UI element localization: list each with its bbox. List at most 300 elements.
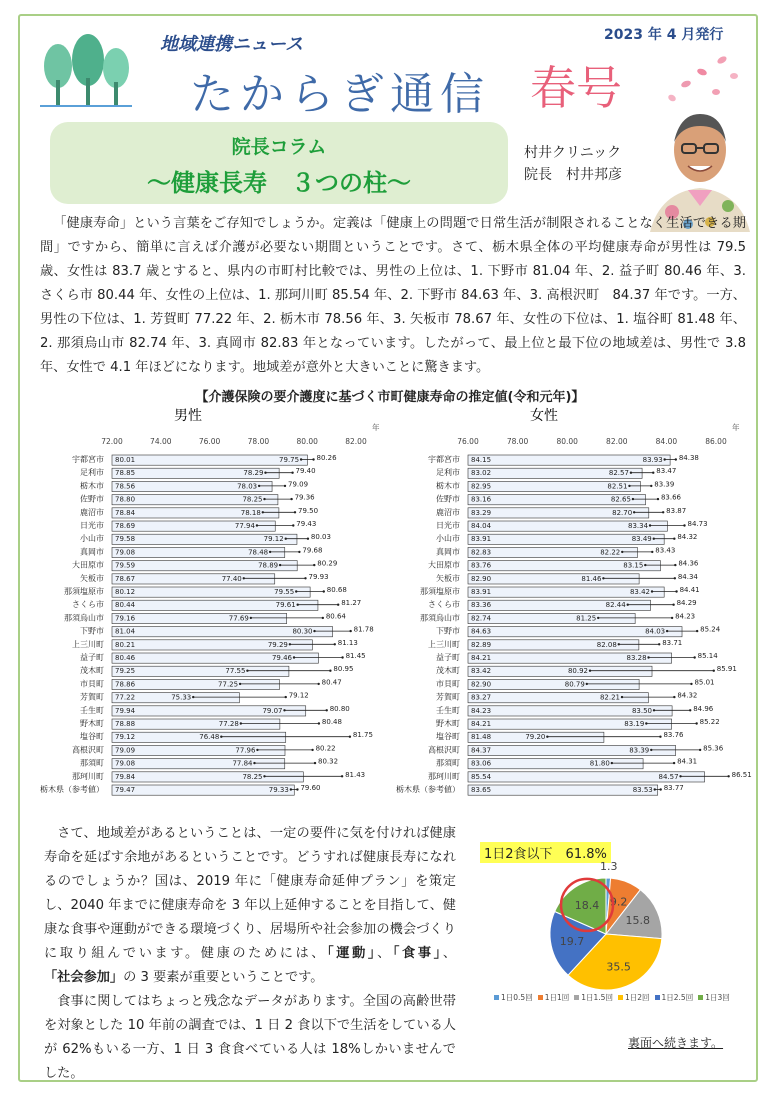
male-lower-point-23: [253, 762, 255, 764]
female-lower-label-5: 83.34: [627, 522, 649, 530]
female-value-label-10: 83.91: [471, 588, 492, 596]
separator-2: 、: [442, 946, 456, 961]
male-lower-label-12: 77.69: [228, 614, 249, 623]
female-lower-label-9: 81.46: [581, 574, 602, 583]
female-lower-point-12: [597, 617, 599, 619]
pie-label-3: 35.5: [606, 960, 631, 974]
female-category-1: 足利市: [436, 468, 460, 478]
female-lower-label-2: 82.51: [607, 482, 628, 491]
female-upper-point-11: [672, 604, 674, 606]
female-bar-17: [468, 679, 639, 689]
male-lower-label-7: 78.48: [248, 548, 269, 557]
male-value-label-2: 78.56: [115, 482, 136, 491]
male-value-label-24: 79.84: [115, 772, 136, 781]
column-banner: [50, 122, 508, 204]
female-value-label-2: 82.95: [471, 482, 492, 491]
male-value-label-14: 80.21: [115, 640, 136, 649]
male-lower-point-9: [243, 577, 245, 579]
male-upper-point-21: [349, 736, 351, 738]
male-upper-label-21: 81.75: [352, 731, 373, 740]
male-tick-1: 74.00: [150, 437, 172, 446]
male-bar-16: [112, 666, 289, 676]
male-upper-label-24: 81.43: [345, 770, 366, 779]
female-lower-point-14: [618, 643, 620, 645]
female-lower-label-22: 83.39: [629, 746, 650, 755]
male-lower-point-1: [264, 472, 266, 474]
male-upper-point-22: [311, 749, 313, 751]
male-lower-point-7: [269, 551, 271, 553]
male-lower-label-24: 78.25: [242, 772, 263, 781]
column-title: ～健康長寿 ３つの柱～: [147, 169, 411, 197]
male-upper-point-12: [322, 617, 324, 619]
female-category-8: 大田原市: [428, 560, 460, 570]
female-tick-1: 78.00: [506, 437, 529, 446]
female-upper-point-19: [689, 709, 691, 711]
male-lower-label-18: 75.33: [171, 693, 192, 702]
male-upper-point-14: [334, 643, 336, 645]
male-tick-0: 72.00: [101, 437, 123, 446]
male-tick-5: 82.00: [345, 437, 367, 446]
chart-heading: 【介護保険の要介護度に基づく市町健康寿命の推定値(令和元年)】: [195, 390, 585, 405]
series-name: 地域連携ニュース: [160, 34, 304, 55]
male-category-24: 那珂川町: [72, 771, 104, 781]
male-lower-point-11: [296, 604, 298, 606]
male-category-9: 矢板市: [80, 573, 104, 583]
female-bar-0: [468, 455, 670, 465]
female-upper-label-8: 84.36: [678, 559, 699, 568]
male-upper-point-0: [312, 458, 314, 460]
female-upper-label-4: 83.87: [666, 506, 687, 515]
male-bar-17: [112, 679, 279, 689]
male-value-label-10: 80.12: [115, 588, 136, 596]
female-upper-point-2: [650, 485, 652, 487]
male-upper-label-3: 79.36: [294, 493, 315, 502]
legend-label-5: 1日3回: [705, 993, 730, 1002]
female-category-13: 下野市: [436, 626, 460, 636]
female-value-label-9: 82.90: [471, 574, 492, 583]
female-category-16: 茂木町: [436, 666, 460, 676]
female-category-20: 野木町: [436, 719, 460, 728]
male-upper-point-20: [318, 722, 320, 724]
female-lower-point-20: [645, 722, 647, 724]
female-upper-point-22: [699, 749, 701, 751]
female-chart: [396, 404, 752, 816]
keyword-exercise: 「運動」: [327, 946, 378, 961]
male-lower-label-14: 79.29: [267, 640, 288, 649]
female-upper-point-3: [657, 498, 659, 500]
female-lower-label-19: 83.50: [631, 706, 652, 715]
newsletter-title: たからぎ通信: [190, 69, 490, 120]
female-upper-label-6: 84.32: [677, 533, 698, 542]
female-upper-point-14: [658, 643, 660, 645]
issue-date: 2023 年 4 月発行: [604, 27, 724, 43]
female-lower-label-8: 83.15: [623, 561, 644, 570]
clinic-name: 村井クリニック: [524, 145, 622, 161]
female-bar-16: [468, 666, 652, 676]
male-category-20: 野木町: [80, 719, 104, 728]
female-upper-label-23: 84.31: [677, 757, 698, 766]
male-value-label-6: 79.58: [115, 535, 136, 544]
male-lower-point-10: [295, 590, 297, 592]
female-lower-point-22: [650, 749, 652, 751]
body-paragraph-2: 食事に関してはちょっと残念なデータがあります。全国の高齢世帯を対象とした 10 年前の調査では、1 日 2 食以下で生活をしている人が 62%もいる一方、1 日 3 食食べている人は 18%しかいませんでした。: [44, 994, 456, 1081]
male-lower-point-21: [220, 736, 222, 738]
female-value-label-24: 85.54: [471, 772, 492, 781]
male-value-label-15: 80.46: [115, 654, 136, 662]
female-value-label-16: 83.42: [471, 667, 492, 676]
female-category-10: 那須塩原市: [420, 587, 460, 596]
female-lower-point-6: [653, 538, 655, 540]
female-category-2: 栃木市: [436, 481, 460, 491]
male-upper-label-25: 79.60: [300, 784, 321, 792]
female-upper-point-18: [673, 696, 675, 698]
male-category-5: 日光市: [80, 521, 104, 530]
female-value-label-12: 82.74: [471, 614, 492, 623]
female-value-label-14: 82.89: [471, 640, 492, 649]
male-lower-label-2: 78.03: [237, 482, 258, 491]
female-lower-point-21: [546, 736, 548, 738]
female-upper-label-16: 85.91: [716, 665, 737, 674]
pie-legend-item-3: [618, 993, 650, 1002]
legend-swatch-0: [494, 995, 499, 1000]
female-lower-label-24: 84.57: [658, 772, 679, 781]
male-lower-label-3: 78.25: [242, 495, 263, 504]
female-category-15: 益子町: [436, 653, 460, 662]
female-value-label-11: 83.36: [471, 601, 492, 610]
male-lower-label-1: 78.29: [243, 469, 264, 478]
male-value-label-20: 78.88: [115, 720, 136, 728]
female-value-label-15: 84.21: [471, 654, 492, 662]
male-upper-label-11: 81.27: [341, 599, 362, 608]
female-category-19: 壬生町: [436, 705, 460, 715]
male-upper-point-13: [349, 630, 351, 632]
female-value-label-1: 83.02: [471, 469, 492, 478]
male-upper-label-5: 79.43: [296, 520, 317, 528]
female-upper-label-12: 84.23: [675, 612, 696, 621]
female-lower-label-18: 82.21: [599, 693, 621, 702]
female-value-label-19: 84.23: [471, 706, 492, 715]
male-lower-label-4: 78.18: [240, 508, 261, 517]
female-lower-label-1: 82.57: [608, 469, 629, 478]
female-upper-point-15: [693, 656, 695, 658]
male-upper-label-0: 80.26: [316, 454, 337, 462]
male-unit-label: 年: [372, 423, 380, 432]
male-lower-label-8: 78.89: [258, 561, 279, 570]
male-lower-point-22: [256, 749, 258, 751]
male-value-label-13: 81.04: [115, 627, 136, 636]
female-lower-label-11: 82.44: [605, 601, 626, 610]
female-tick-0: 76.00: [457, 437, 479, 446]
male-lower-point-17: [239, 683, 241, 685]
male-value-label-22: 79.09: [115, 746, 136, 755]
female-lower-point-8: [644, 564, 646, 566]
female-upper-point-1: [652, 472, 654, 474]
female-upper-label-10: 84.41: [679, 586, 700, 594]
female-lower-label-12: 81.25: [576, 614, 597, 623]
male-lower-point-15: [293, 656, 295, 658]
pie-legend-item-4: [655, 993, 694, 1002]
female-upper-label-25: 83.77: [663, 784, 684, 792]
male-upper-point-7: [298, 551, 300, 553]
male-upper-point-24: [341, 775, 343, 777]
male-value-label-16: 79.25: [115, 667, 136, 676]
female-bar-25: [468, 785, 658, 795]
female-category-9: 矢板市: [436, 573, 460, 583]
male-chart-title: 男性: [174, 408, 202, 424]
male-lower-label-16: 77.55: [225, 667, 246, 676]
male-lower-label-6: 79.12: [263, 535, 284, 544]
female-upper-point-23: [673, 762, 675, 764]
female-lower-point-10: [651, 590, 653, 592]
female-value-label-0: 84.15: [471, 456, 492, 464]
male-upper-point-8: [313, 564, 315, 566]
male-value-label-1: 78.85: [115, 469, 136, 478]
male-category-12: 那須烏山市: [64, 613, 104, 623]
body-text-1a: さて、地域差があるということは、一定の要件に気を付ければ健康寿命を延ばす余地があるということです。どうすれば健康長寿になれるのでしょうか？国は、2019 年に「健康寿命延伸プラン」を策定し、2040 年までに健康寿命を 3 年以上延伸することを目指して、健康な食事や運動ができる環境づくり、居場所や社会参加の機会づくりに取り組んでいます。健康のためには、: [44, 826, 456, 961]
male-value-label-5: 78.69: [115, 522, 136, 530]
female-upper-label-7: 83.43: [655, 546, 676, 555]
legend-swatch-2: [574, 995, 579, 1000]
male-upper-label-13: 81.78: [353, 625, 374, 634]
legend-label-4: 1日2.5回: [661, 993, 694, 1002]
male-upper-point-5: [292, 524, 294, 526]
male-category-6: 小山市: [80, 534, 104, 544]
male-upper-point-9: [304, 577, 306, 579]
female-upper-point-8: [674, 564, 676, 566]
male-upper-point-25: [296, 788, 298, 790]
male-lower-point-18: [192, 696, 194, 698]
male-value-label-12: 79.16: [115, 614, 136, 623]
female-value-label-25: 83.65: [471, 786, 492, 794]
petals-decoration: [652, 50, 752, 110]
female-upper-point-12: [671, 617, 673, 619]
tree-icon: [36, 30, 136, 110]
male-category-2: 栃木市: [80, 481, 104, 491]
keyword-social: 「社会参加」: [44, 970, 124, 985]
female-category-21: 塩谷町: [436, 732, 460, 742]
female-upper-label-0: 84.38: [678, 454, 699, 462]
male-bar-25: [112, 785, 294, 795]
male-bar-24: [112, 772, 303, 782]
male-upper-label-17: 80.47: [321, 678, 342, 687]
female-upper-label-21: 83.76: [663, 731, 684, 740]
legend-swatch-5: [698, 995, 703, 1000]
female-lower-label-25: 83.53: [632, 786, 653, 794]
male-upper-point-19: [326, 709, 328, 711]
female-value-label-22: 84.37: [471, 746, 492, 755]
male-value-label-25: 79.47: [115, 786, 136, 794]
female-tick-5: 86.00: [705, 437, 727, 446]
male-category-23: 那須町: [80, 758, 104, 768]
male-lower-label-21: 76.48: [199, 733, 220, 742]
female-upper-point-24: [727, 775, 729, 777]
female-lower-label-0: 83.93: [642, 456, 663, 464]
male-category-0: 宇都宮市: [72, 455, 104, 464]
male-value-label-17: 78.86: [115, 680, 136, 689]
female-category-3: 佐野市: [436, 494, 460, 504]
male-lower-label-11: 79.61: [275, 601, 296, 610]
female-lower-point-13: [666, 630, 668, 632]
body-text-1b: の 3 要素が重要ということです。: [123, 970, 324, 985]
male-value-label-8: 79.59: [115, 561, 136, 570]
female-lower-point-5: [649, 524, 651, 526]
pie-legend-item-2: [574, 993, 613, 1002]
intro-paragraph: 「健康寿命」という言葉をご存知でしょうか。定義は「健康上の問題で日常生活が制限されることなく生活できる期間」ですから、簡単に言えば介護が必要ない期間ということです。さて、栃木県全体の平均健康寿命が男性は 79.5 歳、女性は 83.7 歳とすると、県内の市町村比較では、男性の上位は、1. 下野市 81.04 年、2. 益子町 80.46 年、3. さくら市 80.44 年、女性の上位は、1. 那珂川町 85.54 年、2. 下野市 84.63 年、3. 高根沢町 84.37 年です。一方、男性の下位は、1. 芳賀町 77.22 年、2. 栃木市 78.56 年、3. 矢板市 78.67 年、女性の下位は、1. 塩谷町 81.48 年、2. 那須烏山市 82.74 年、3. 真岡市 82.83 年となっています。したがって、最上位と最下位の地域差は、男性で 3.8 年、女性で 4.1 年ほどになります。地域差が意外と大きいことに驚きます。: [40, 216, 746, 375]
female-lower-point-25: [654, 788, 656, 790]
tree-logo: [36, 30, 136, 110]
female-upper-label-2: 83.39: [654, 480, 675, 489]
male-lower-label-9: 77.40: [221, 574, 242, 583]
male-upper-label-22: 80.22: [315, 744, 336, 753]
female-upper-label-1: 83.47: [656, 467, 677, 476]
male-lower-point-14: [289, 643, 291, 645]
female-category-7: 真岡市: [436, 547, 460, 557]
female-upper-label-3: 83.66: [660, 493, 682, 502]
male-category-18: 芳賀町: [80, 692, 104, 702]
male-value-label-9: 78.67: [115, 574, 136, 583]
male-upper-label-10: 80.68: [326, 586, 347, 594]
female-tick-3: 82.00: [606, 437, 628, 446]
male-upper-label-20: 80.48: [321, 718, 342, 726]
female-value-label-17: 82.90: [471, 680, 492, 689]
male-category-10: 那須塩原市: [64, 587, 104, 596]
male-value-label-11: 80.44: [115, 601, 136, 610]
male-upper-point-6: [307, 538, 309, 540]
female-lower-point-2: [628, 485, 630, 487]
female-lower-label-17: 80.79: [564, 680, 585, 689]
female-lower-label-3: 82.65: [610, 495, 631, 504]
pie-label-4: 19.7: [559, 935, 585, 949]
male-lower-label-10: 79.55: [274, 588, 295, 596]
female-upper-label-20: 85.22: [699, 718, 720, 726]
legend-label-2: 1日1.5回: [581, 993, 613, 1002]
female-lower-point-16: [589, 670, 591, 672]
female-value-label-5: 84.04: [471, 522, 492, 530]
male-upper-label-1: 79.40: [295, 467, 316, 476]
female-upper-point-17: [690, 683, 692, 685]
female-upper-label-14: 83.71: [662, 638, 683, 647]
edition-title: 春号: [530, 61, 622, 115]
male-lower-point-3: [263, 498, 265, 500]
male-value-label-0: 80.01: [115, 456, 136, 464]
male-category-14: 上三川町: [72, 639, 104, 649]
female-lower-point-9: [602, 577, 604, 579]
male-lower-label-17: 77.25: [218, 680, 239, 689]
pie-legend-item-5: [698, 993, 730, 1002]
legend-swatch-3: [618, 995, 623, 1000]
male-upper-point-23: [314, 762, 316, 764]
female-lower-point-4: [633, 511, 635, 513]
pie-legend: [494, 992, 735, 1003]
male-upper-label-9: 79.93: [308, 572, 329, 581]
male-bar-9: [112, 574, 275, 584]
female-lower-label-21: 79.20: [525, 733, 546, 742]
female-value-label-4: 83.29: [471, 508, 492, 517]
female-upper-point-0: [675, 458, 677, 460]
female-category-5: 日光市: [436, 521, 460, 530]
male-value-label-21: 79.12: [115, 733, 136, 742]
male-upper-point-16: [329, 670, 331, 672]
female-lower-point-17: [586, 683, 588, 685]
male-lower-point-4: [262, 511, 264, 513]
female-lower-label-10: 83.42: [629, 588, 651, 596]
male-category-15: 益子町: [80, 653, 104, 662]
continued-note: 裏面へ続きます。: [628, 1036, 724, 1050]
female-upper-label-18: 84.32: [677, 691, 698, 700]
female-upper-point-7: [651, 551, 653, 553]
male-upper-point-2: [284, 485, 286, 487]
pie-label-5: 18.4: [574, 898, 600, 912]
male-tick-2: 76.00: [198, 437, 221, 446]
female-upper-point-20: [695, 722, 697, 724]
separator-1: 、: [377, 946, 393, 961]
male-lower-point-20: [240, 722, 242, 724]
male-lower-label-15: 79.46: [271, 654, 293, 662]
male-upper-label-6: 80.03: [310, 533, 331, 542]
female-category-14: 上三川町: [428, 639, 460, 649]
female-lower-label-6: 83.49: [631, 535, 652, 544]
male-category-19: 壬生町: [80, 705, 104, 715]
male-upper-label-7: 79.68: [302, 546, 323, 555]
column-label: 院長コラム: [231, 136, 327, 158]
pie-legend-item-0: [494, 993, 533, 1002]
male-value-label-23: 79.08: [115, 759, 136, 768]
male-bar-23: [112, 759, 285, 769]
author-block: [524, 142, 622, 186]
female-lower-point-0: [663, 458, 665, 460]
female-lower-label-16: 80.92: [567, 667, 589, 676]
female-upper-point-10: [675, 590, 677, 592]
male-lower-label-5: 77.94: [234, 522, 255, 530]
male-category-16: 茂木町: [80, 666, 104, 676]
pie-legend-item-1: [538, 993, 570, 1002]
legend-label-0: 1日0.5回: [501, 993, 533, 1002]
female-lower-label-15: 83.28: [626, 654, 647, 662]
male-lower-point-16: [246, 670, 248, 672]
female-lower-label-14: 82.08: [596, 640, 617, 649]
female-category-12: 那須烏山市: [420, 613, 460, 623]
female-lower-point-3: [632, 498, 634, 500]
female-upper-label-13: 85.24: [700, 625, 721, 634]
male-lower-point-13: [313, 630, 315, 632]
female-bar-23: [468, 759, 643, 769]
male-upper-label-12: 80.64: [325, 612, 346, 621]
male-bar-22: [112, 745, 285, 755]
male-value-label-19: 79.94: [115, 706, 136, 715]
male-value-label-7: 79.08: [115, 548, 136, 557]
author-name: 院長 村井邦彦: [524, 167, 622, 183]
male-tick-4: 80.00: [296, 437, 318, 446]
male-value-label-3: 78.80: [115, 495, 136, 504]
male-tick-3: 78.00: [247, 437, 270, 446]
male-lower-label-22: 77.96: [235, 746, 256, 755]
male-bar-20: [112, 719, 280, 729]
female-lower-point-7: [621, 551, 623, 553]
female-category-0: 宇都宮市: [428, 455, 460, 464]
female-value-label-18: 83.27: [471, 693, 492, 702]
female-lower-label-13: 84.03: [645, 627, 666, 636]
female-category-18: 芳賀町: [436, 692, 460, 702]
male-category-3: 佐野市: [80, 494, 104, 504]
male-category-8: 大田原市: [72, 560, 104, 570]
female-upper-label-11: 84.29: [676, 599, 697, 608]
pie-annotation: 1日2食以下 61.8%: [480, 842, 611, 863]
female-bar-9: [468, 574, 639, 584]
pie-label-2: 15.8: [625, 914, 651, 928]
female-value-label-3: 83.16: [471, 495, 492, 504]
female-upper-label-17: 85.01: [694, 678, 715, 687]
male-upper-label-19: 80.80: [329, 704, 350, 713]
